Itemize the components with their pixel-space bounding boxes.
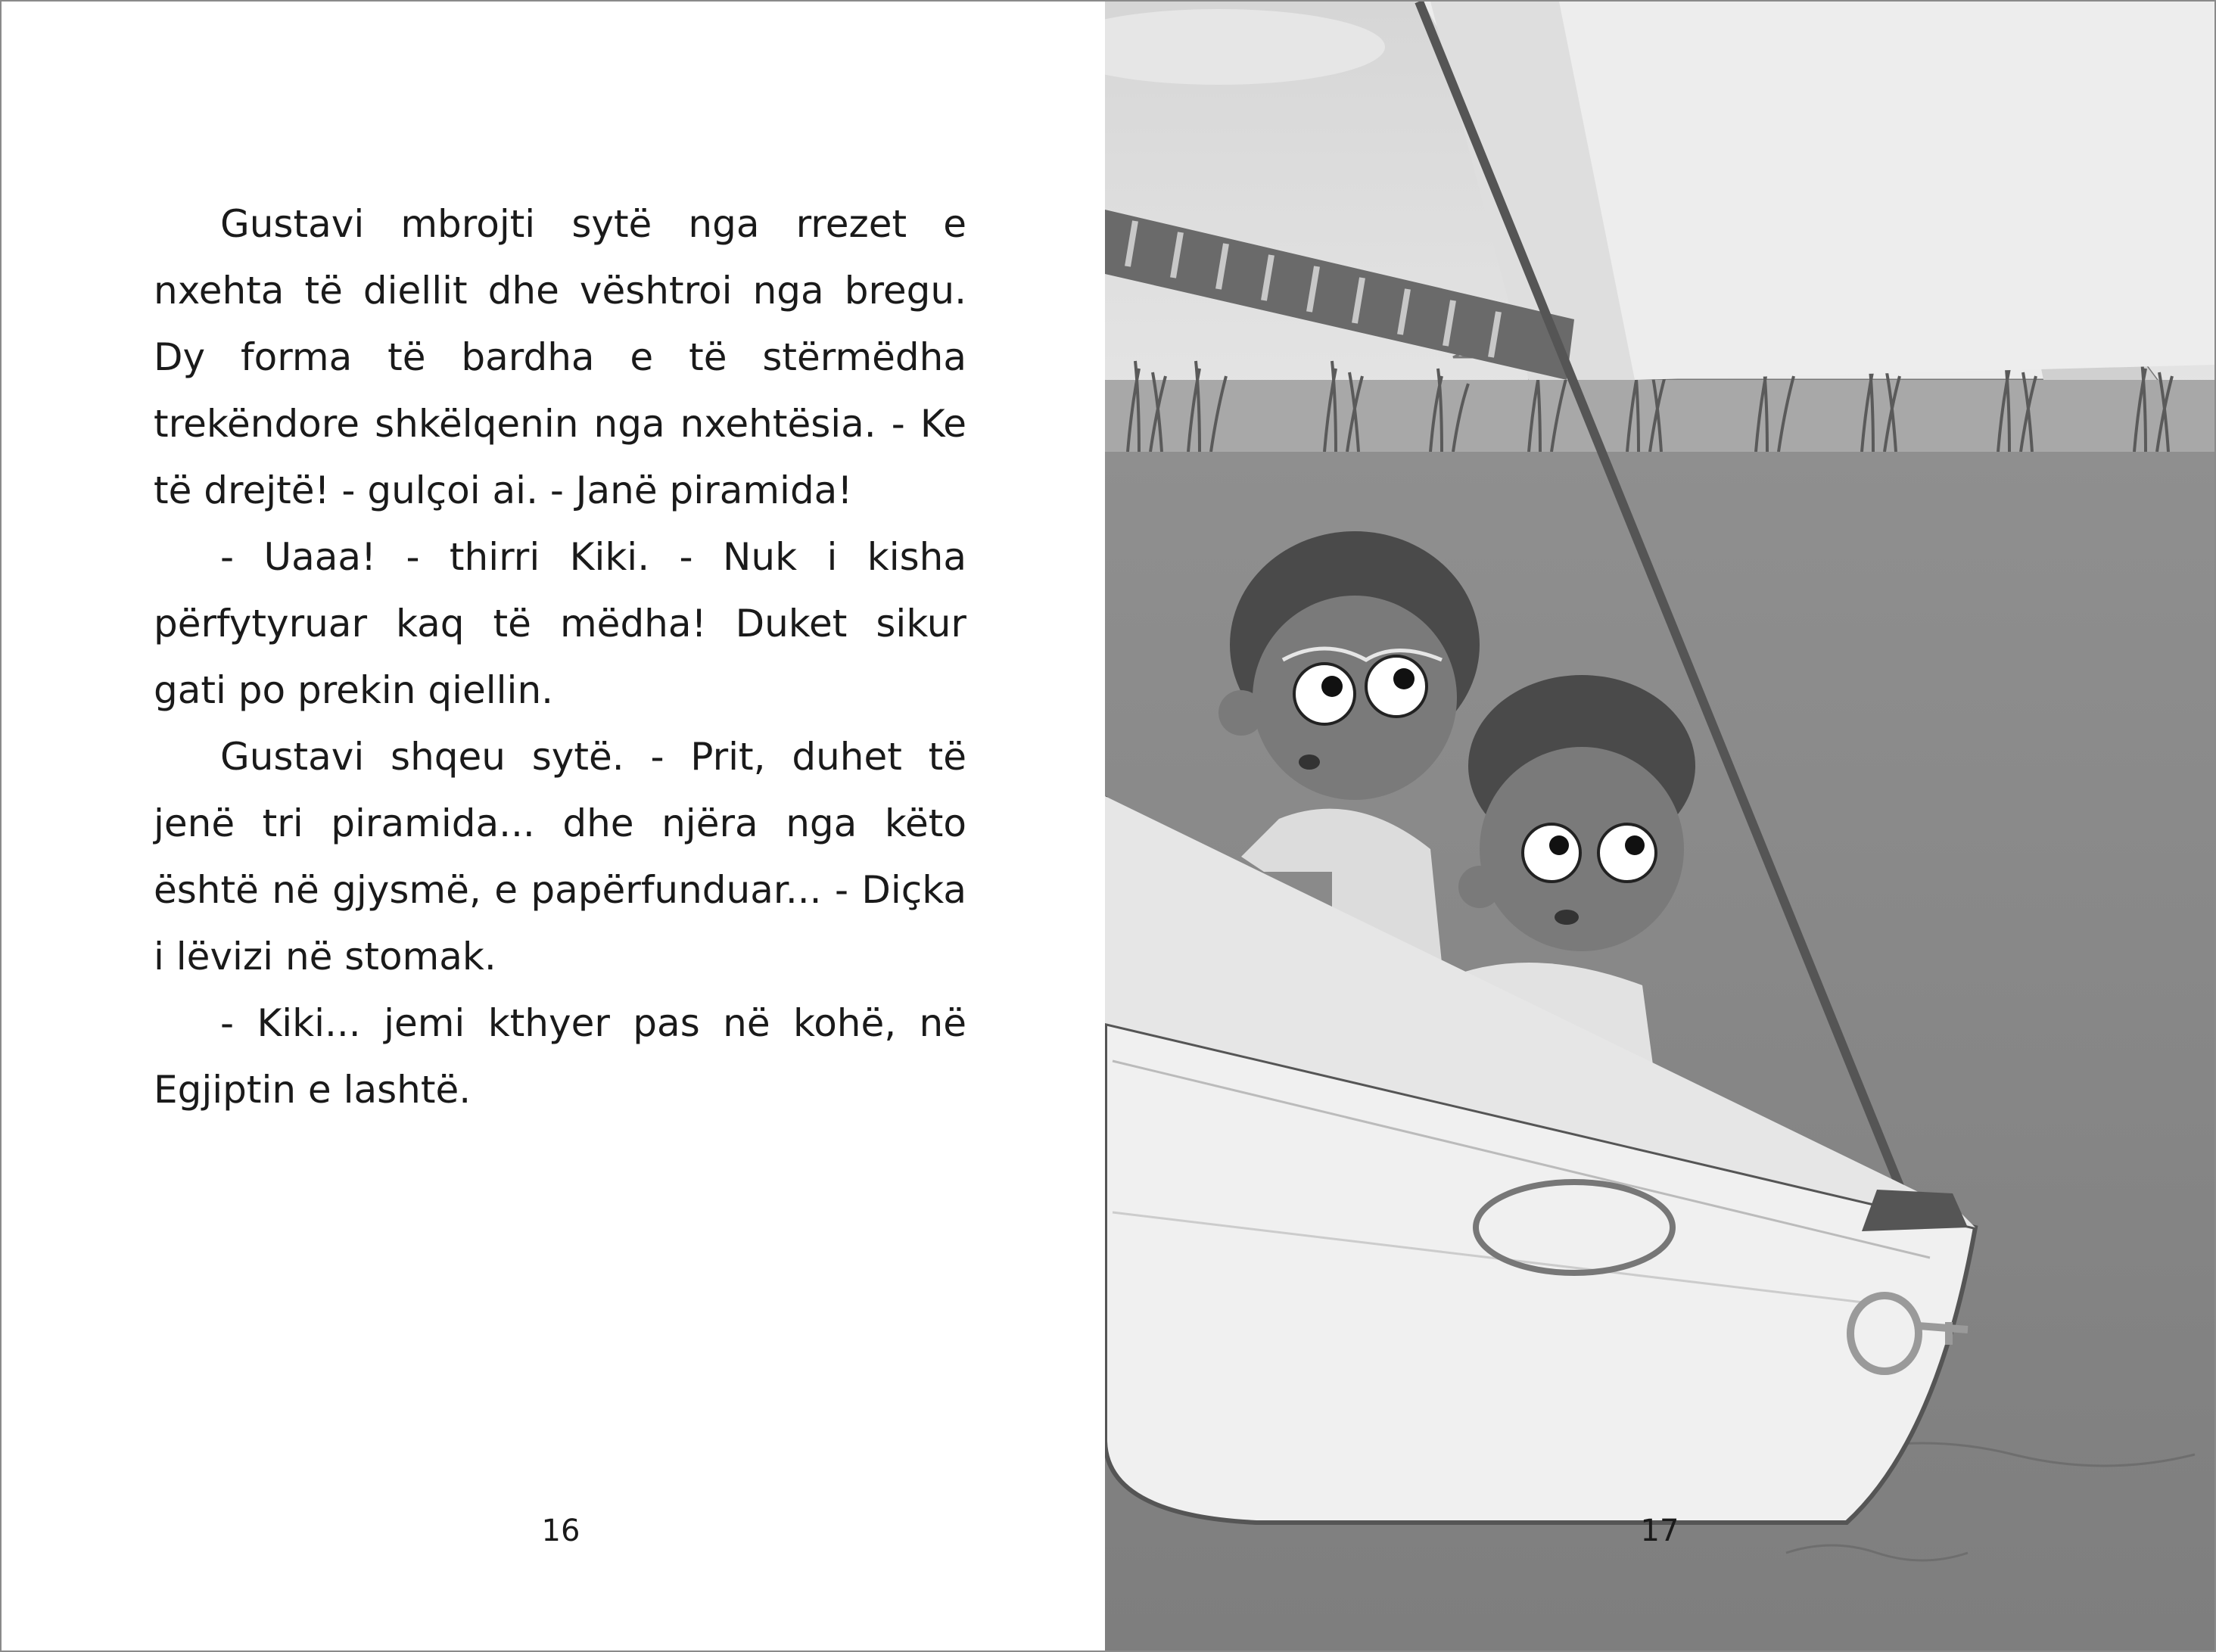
page-number-left: 16 bbox=[541, 1514, 580, 1548]
paragraph: Gustavi shqeu sytë. - Prit, duhet të jenë tri piramida... dhe njëra nga këto është në gjysmë, e papërfunduar... - Diçka i lëvizi në stomak. bbox=[154, 735, 966, 978]
paragraph: - Uaaa! - thirri Kiki. - Nuk i kisha përfytyruar kaq të mëdha! Duket sikur gati po prekin qiellin. bbox=[154, 535, 966, 712]
paragraph: - Kiki... jemi kthyer pas në kohë, në Egjiptin e lashtë. bbox=[154, 1001, 966, 1112]
left-page bbox=[2, 2, 1105, 1650]
paragraph: Gustavi mbrojti sytë nga rrezet e nxehta të diellit dhe vështroi nga bregu. Dy forma të bardha e të stërmëdha trekëndore shkëlqenin nga nxehtësia. - Ke të drejtë! - gulçoi ai. - Janë piramida! bbox=[154, 202, 966, 512]
page-number-right: 17 bbox=[1640, 1514, 1679, 1548]
story-text bbox=[154, 191, 966, 1123]
boat-scene-illustration bbox=[1105, 2, 2214, 1650]
right-page-illustration bbox=[1105, 2, 2214, 1650]
